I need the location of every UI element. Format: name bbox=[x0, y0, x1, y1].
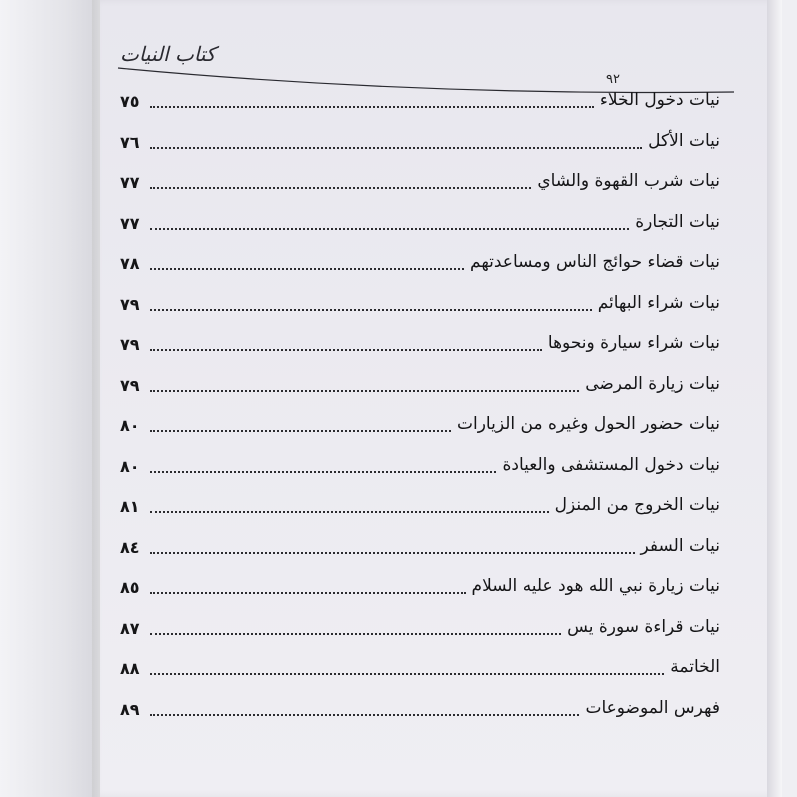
toc-entry-title: نيات حضور الحول وغيره من الزيارات bbox=[456, 414, 720, 434]
toc-entry-page: ٧٥ bbox=[120, 92, 140, 111]
toc-entry bbox=[120, 491, 720, 525]
toc-entry-page: ٧٩ bbox=[120, 294, 140, 314]
toc-entry-page: ٨٧ bbox=[120, 618, 140, 638]
toc-entry bbox=[120, 248, 720, 282]
toc-entry bbox=[120, 694, 720, 728]
toc-dot-leader bbox=[150, 552, 635, 554]
toc-dot-leader bbox=[150, 106, 594, 108]
toc-entry-page: ٨٨ bbox=[120, 659, 140, 678]
toc-dot-leader bbox=[150, 430, 451, 432]
toc-entry-page: ٧٦ bbox=[120, 132, 140, 152]
toc-entry-title: نيات دخول المستشفى والعيادة bbox=[502, 454, 720, 475]
toc-dot-leader bbox=[150, 673, 664, 675]
toc-entry-title: نيات شراء سيارة ونحوها bbox=[547, 333, 720, 353]
toc-dot-leader bbox=[150, 349, 542, 351]
toc-dot-leader bbox=[150, 228, 629, 230]
toc-entry bbox=[120, 451, 720, 485]
toc-entry bbox=[120, 127, 720, 161]
table-of-contents bbox=[120, 86, 720, 786]
toc-entry-title: نيات شرب القهوة والشاي bbox=[537, 171, 720, 191]
toc-entry-page: ٨١ bbox=[120, 497, 140, 516]
toc-dot-leader bbox=[150, 309, 592, 311]
toc-entry bbox=[120, 208, 720, 242]
toc-entry bbox=[120, 532, 720, 566]
toc-dot-leader bbox=[150, 714, 579, 716]
toc-entry-title: نيات زيارة نبي الله هود عليه السلام bbox=[471, 576, 720, 596]
toc-entry-page: ٧٨ bbox=[120, 254, 140, 273]
running-header bbox=[116, 42, 736, 82]
toc-entry-title: نيات الخروج من المنزل bbox=[554, 495, 720, 515]
toc-entry-title: نيات قراءة سورة يس bbox=[567, 616, 720, 637]
toc-entry bbox=[120, 289, 720, 323]
toc-entry-page: ٧٩ bbox=[120, 335, 140, 354]
toc-entry-page: ٨٤ bbox=[120, 537, 140, 557]
toc-entry bbox=[120, 410, 720, 444]
toc-entry-title: نيات قضاء حوائج الناس ومساعدتهم bbox=[470, 252, 720, 272]
toc-entry-title: نيات التجارة bbox=[635, 211, 720, 232]
toc-entry-page: ٨٠ bbox=[120, 416, 140, 435]
toc-entry-title: نيات زيارة المرضى bbox=[585, 373, 720, 394]
toc-dot-leader bbox=[150, 592, 466, 594]
toc-dot-leader bbox=[150, 268, 464, 270]
toc-entry-title: نيات شراء البهائم bbox=[597, 292, 720, 313]
toc-entry-page: ٨٠ bbox=[120, 456, 140, 476]
toc-dot-leader bbox=[150, 511, 549, 513]
book-title: كتاب النيات bbox=[120, 42, 216, 66]
toc-entry bbox=[120, 653, 720, 687]
toc-entry bbox=[120, 370, 720, 404]
toc-dot-leader bbox=[150, 390, 579, 392]
toc-entry bbox=[120, 572, 720, 606]
toc-entry-title: فهرس الموضوعات bbox=[585, 697, 720, 718]
left-page-edge bbox=[0, 0, 92, 797]
toc-entry-title: نيات دخول الخلاء bbox=[599, 90, 720, 110]
toc-entry-title: نيات السفر bbox=[640, 535, 720, 556]
toc-entry bbox=[120, 329, 720, 363]
toc-entry bbox=[120, 613, 720, 647]
toc-entry-title: نيات الأكل bbox=[648, 130, 720, 151]
toc-entry-page: ٧٩ bbox=[120, 375, 140, 395]
toc-dot-leader bbox=[150, 471, 496, 473]
toc-entry-page: ٧٧ bbox=[120, 173, 140, 192]
toc-dot-leader bbox=[150, 147, 642, 149]
toc-dot-leader bbox=[150, 633, 561, 635]
toc-entry-title: الخاتمة bbox=[670, 657, 720, 677]
toc-entry-page: ٨٥ bbox=[120, 578, 140, 597]
toc-entry-page: ٨٩ bbox=[120, 699, 140, 719]
toc-entry bbox=[120, 167, 720, 201]
toc-dot-leader bbox=[150, 187, 531, 189]
right-page-edge bbox=[767, 0, 782, 797]
toc-entry-page: ٧٧ bbox=[120, 213, 140, 233]
page-number: ٩٢ bbox=[606, 72, 620, 87]
toc-entry bbox=[120, 86, 720, 120]
